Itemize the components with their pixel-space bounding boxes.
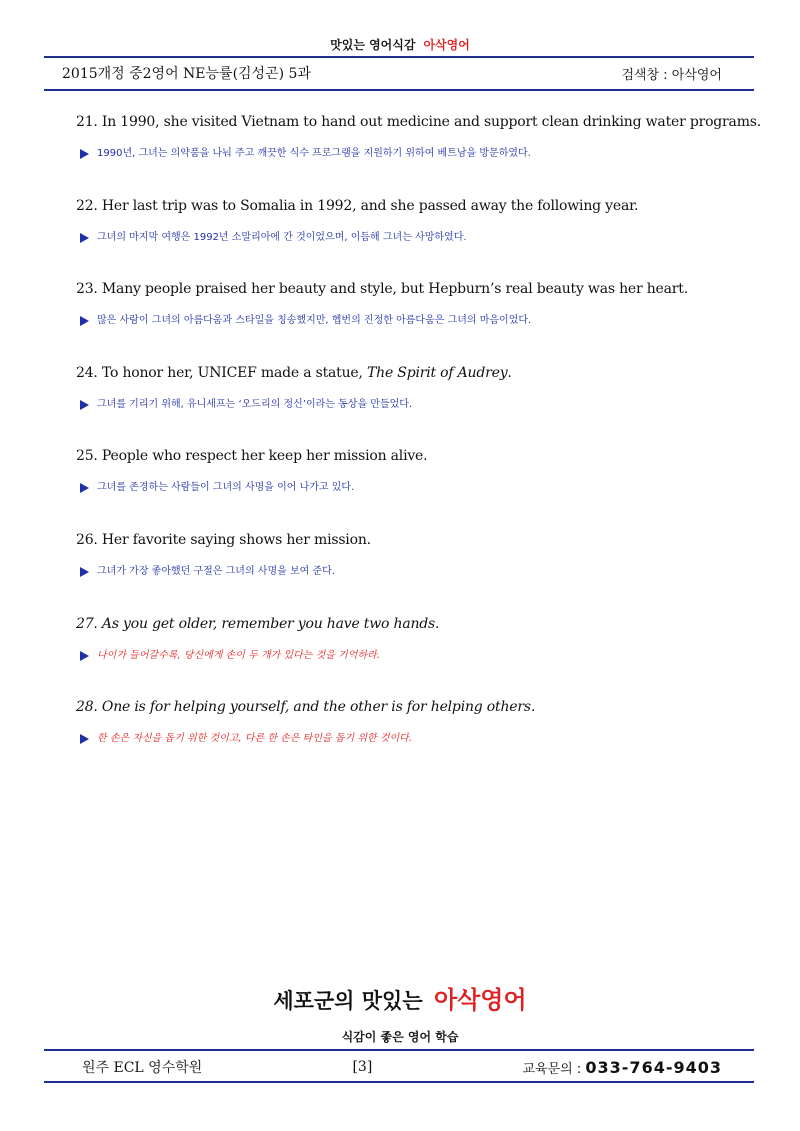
translation-text: 그녀를 기리기 위해, 유니세프는 ‘오드리의 정신’이라는 동상을 만들었다. — [97, 398, 413, 410]
footer-brand — [0, 980, 800, 1015]
translation-text: 그녀가 가장 좋아했던 구절은 그녀의 사명을 보여 준다. — [97, 565, 335, 577]
translation-text: 1990년, 그녀는 의약품을 나눠 주고 깨끗한 식수 프로그램을 지원하기 위하여 베트남을 방문하였다. — [97, 148, 531, 159]
header-bottom-rule — [44, 89, 754, 91]
korean-translation — [80, 649, 756, 663]
tagline-text: 맛있는 영어식감 — [330, 38, 416, 52]
footer-top-rule — [44, 1049, 754, 1051]
english-sentence: 27. As you get older, remember you have two hands. — [76, 615, 440, 632]
english-sentence: 21. In 1990, she visited Vietnam to hand out medicine and support clean drinking water programs. — [76, 114, 762, 130]
statue-title: The Spirit of Audrey — [367, 364, 508, 381]
arrow-icon — [80, 316, 89, 326]
search-label: 검색창 : 아삭영어 — [621, 67, 722, 83]
arrow-icon — [80, 651, 89, 661]
korean-translation — [80, 147, 756, 161]
list-item — [76, 697, 756, 781]
arrow-icon — [80, 149, 89, 159]
tagline-brand: 아삭영어 — [423, 38, 470, 52]
phone-number: 033-764-9403 — [585, 1057, 722, 1077]
arrow-icon — [80, 483, 89, 493]
arrow-icon — [80, 233, 89, 243]
brand-prefix: 세포군의 맛있는 — [273, 989, 423, 1013]
arrow-icon — [80, 567, 89, 577]
english-sentence: 22. Her last trip was to Somalia in 1992, and she passed away the following year. — [76, 197, 639, 214]
korean-translation — [80, 732, 756, 746]
footer-row — [82, 1057, 722, 1077]
translation-text: 그녀를 존경하는 사람들이 그녀의 사명을 이어 나가고 있다. — [97, 482, 355, 494]
english-sentence: 25. People who respect her keep her mission alive. — [76, 448, 428, 465]
english-sentence: 28. One is for helping yourself, and the other is for helping others. — [76, 699, 536, 716]
list-item — [76, 530, 756, 614]
brand-name: 아삭영어 — [433, 986, 527, 1014]
footer-subtitle: 식감이 좋은 영어 학습 — [341, 1030, 459, 1044]
translation-text: 많은 사람이 그녀의 아름다움과 스타일을 칭송했지만, 헵번의 진정한 아름다움은 그녀의 마음이었다. — [97, 315, 532, 327]
sentence-end: . — [507, 364, 512, 381]
list-item — [76, 614, 756, 698]
translation-text: 한 손은 자신을 돕기 위한 것이고, 다른 한 손은 타인을 돕기 위한 것이다. — [97, 733, 412, 745]
english-sentence: 26. Her favorite saying shows her mission. — [76, 531, 371, 548]
contact-label: 교육문의 : — [522, 1061, 582, 1077]
korean-translation — [80, 398, 756, 412]
footer-bottom-rule — [44, 1081, 754, 1083]
academy-name: 원주 ECL 영수학원 — [82, 1060, 203, 1076]
sentence-list — [76, 112, 762, 781]
korean-translation — [80, 565, 756, 579]
english-sentence: 23. Many people praised her beauty and style, but Hepburn’s real beauty was her heart. — [76, 281, 688, 298]
list-item — [76, 196, 756, 280]
korean-translation — [80, 481, 756, 495]
page-title: 2015개정 중2영어 NE능률(김성곤) 5과 — [62, 66, 311, 82]
contact-info — [523, 1058, 723, 1077]
arrow-icon — [80, 734, 89, 744]
header-top-rule — [44, 56, 754, 58]
sentence-start: 24. To honor her, UNICEF made a statue, — [76, 364, 368, 381]
header-row — [62, 63, 722, 83]
korean-translation — [80, 314, 756, 328]
arrow-icon — [80, 400, 89, 410]
list-item — [76, 279, 756, 363]
korean-translation — [80, 231, 756, 245]
english-sentence — [76, 363, 756, 383]
translation-text: 나이가 들어갈수록, 당신에게 손이 두 개가 있다는 것을 기억하라. — [97, 649, 380, 661]
list-item — [76, 363, 756, 447]
translation-text: 그녀의 마지막 여행은 1992년 소말리아에 간 것이었으며, 이듬해 그녀는 사망하였다. — [97, 231, 467, 243]
list-item — [76, 446, 756, 530]
page-number: [3] — [352, 1059, 373, 1075]
header-tagline — [0, 36, 800, 53]
list-item — [76, 112, 762, 196]
